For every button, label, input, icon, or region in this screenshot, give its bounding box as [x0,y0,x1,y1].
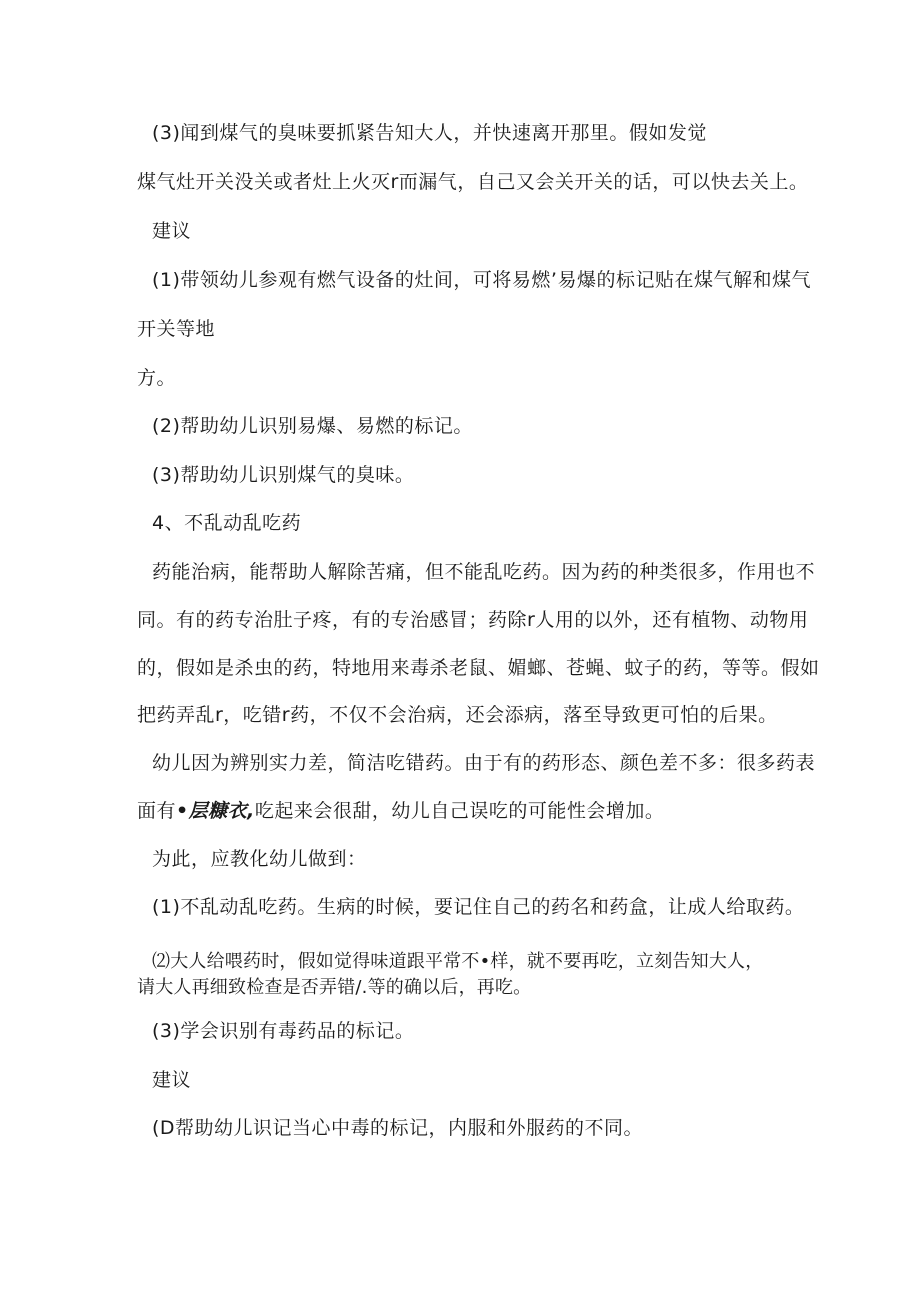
text-line-11: 同。有的药专治肚子疼，有的专治感冒；药除r人用的以外，还有植物、动物用 [137,609,809,631]
section-heading-suggestion-2: 建议 [152,1069,192,1091]
text-line-1: (3)闻到煤气的臭味要抓紧告知大人，并快速离开那里。假如发觉 [152,122,707,144]
section-heading-suggestion: 建议 [152,220,192,242]
text-segment-15b-italic: •层糠衣, [176,800,255,822]
text-line-10: 药能治病，能帮助人解除苦痛，但不能乱吃药。因为药的种类很多，作用也不 [152,561,816,583]
text-line-7: (2)帮助幼儿识别易爆、易燃的标记。 [152,415,473,437]
text-line-16: 为此，应教化幼儿做到： [152,848,367,870]
text-line-14: 幼儿因为辨别实力差，简洁吃错药。由于有的药形态、颜色差不多：很多药表 [152,752,816,774]
text-line-8: (3)帮助幼儿识别煤气的臭味。 [152,464,415,486]
text-line-4: (1)带领幼儿参观有燃气设备的灶间，可将易燃’易爆的标记贴在煤气解和煤气 [152,269,811,291]
text-line-2: 煤气灶开关没关或者灶上火灭r而漏气，自己又会关开关的话，可以快去关上。 [137,171,809,193]
text-segment-15c: 吃起来会很甜，幼儿自己误吃的可能性会增加。 [254,800,665,822]
text-line-12: 的，假如是杀虫的药，特地用来毒杀老鼠、媚螂、苍蝇、蚊子的药，等等。假如 [137,657,820,679]
text-line-19: 请大人再细致检查是否弄错/.等的确以后，再吃。 [137,977,532,998]
text-segment-15a: 面有 [137,800,177,822]
section-heading-medicine: 4、不乱动乱吃药 [152,512,302,534]
text-line-5: 开关等地 [137,318,216,340]
text-line-15 [137,799,664,823]
text-line-17: (1)不乱动乱吃药。生病的时候，要记住自己的药名和药盒，让成人给取药。 [152,896,805,918]
text-line-13: 把药弄乱r，吃错r药，不仅不会治病，还会添病，落至导致更可怕的后果。 [137,704,778,726]
text-line-18: ⑵大人给喂药时，假如觉得味道跟平常不•样，就不要再吃，立刻告知大人， [152,951,764,972]
text-line-6: 方。 [137,367,177,389]
text-line-20: (3)学会识别有毒药品的标记。 [152,1020,415,1042]
text-line-22: (D帮助幼儿识记当心中毒的标记，内服和外服药的不同。 [152,1117,644,1139]
